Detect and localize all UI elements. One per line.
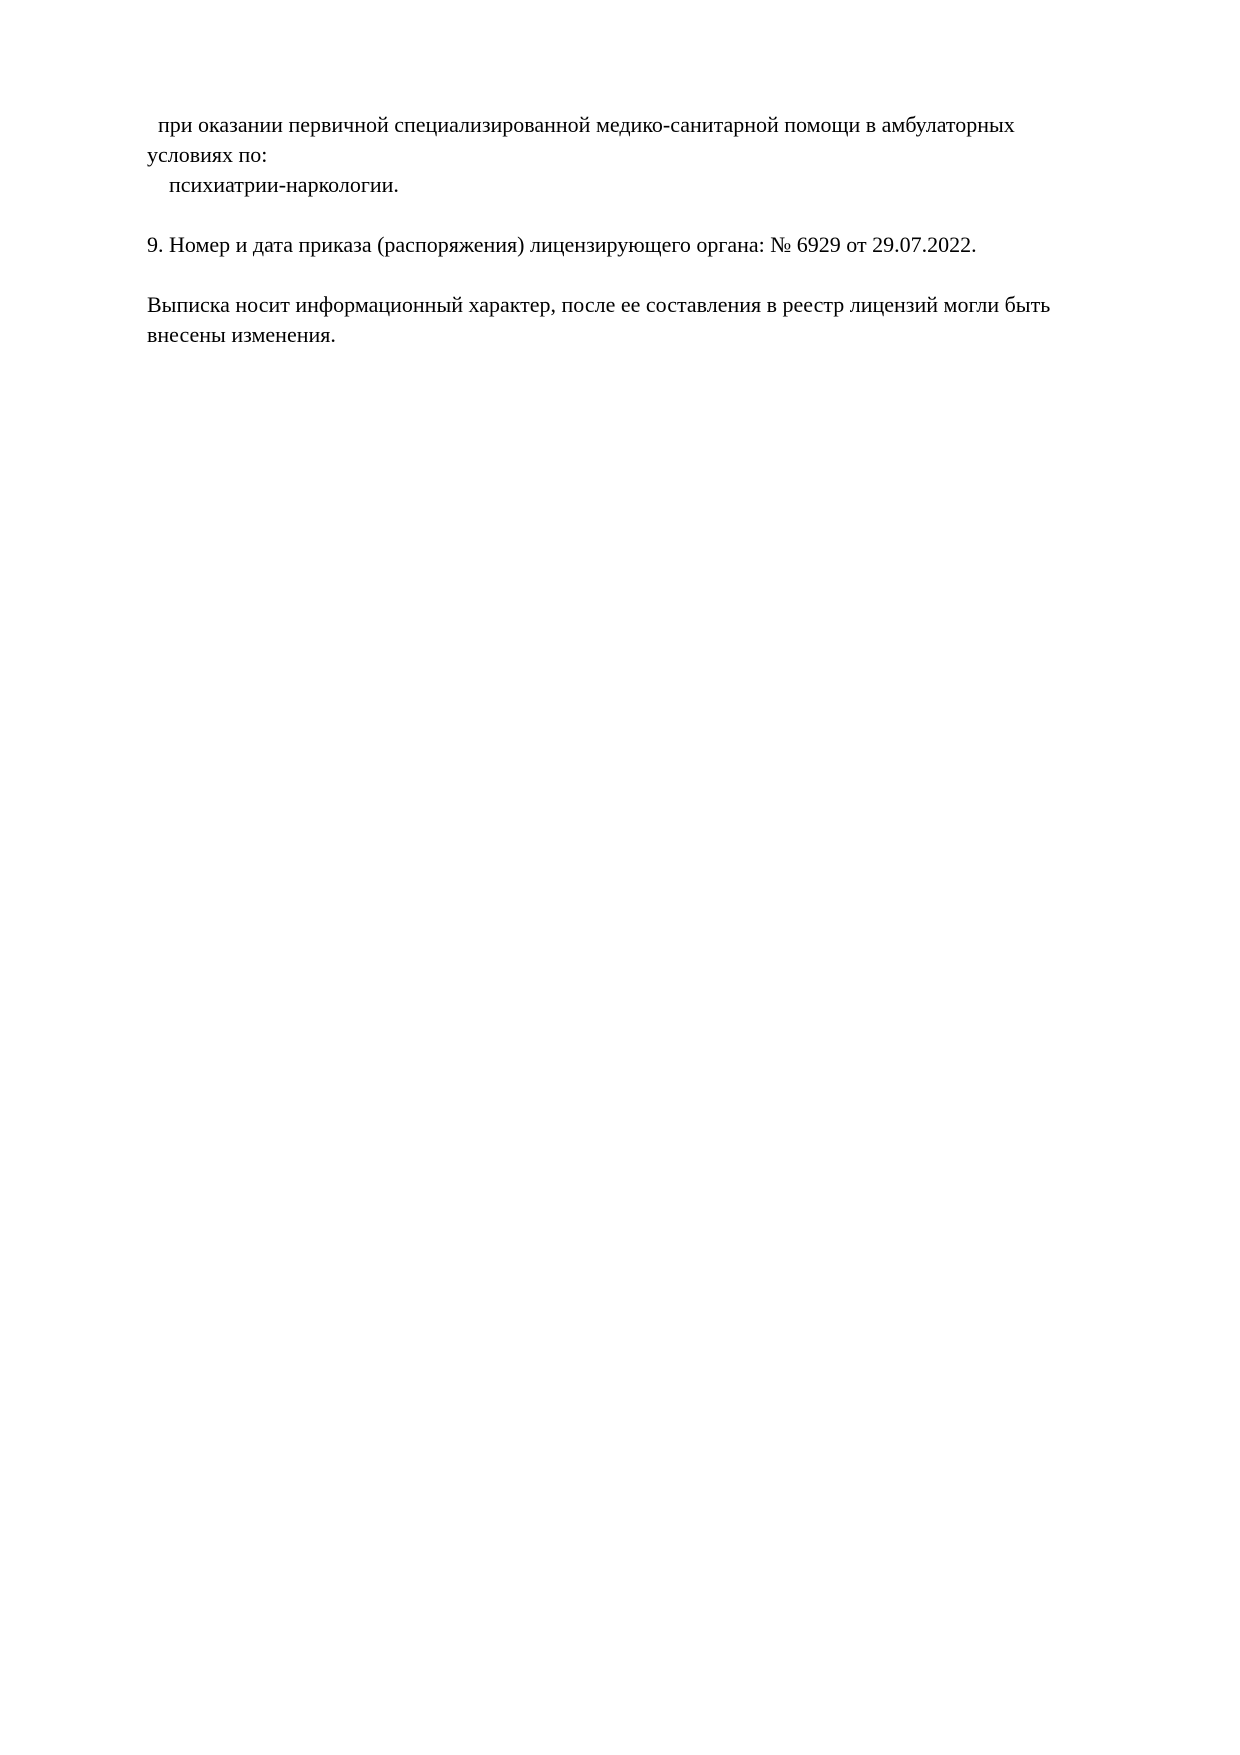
disclaimer-line-2: внесены изменения. bbox=[147, 322, 336, 347]
service-conditions-line-2: условиях по: bbox=[147, 142, 268, 167]
disclaimer-line-1: Выписка носит информационный характер, после ее составления в реестр лицензий могли быть bbox=[147, 292, 1051, 317]
paragraph-disclaimer bbox=[147, 290, 1143, 350]
service-conditions-line-3: психиатрии-наркологии. bbox=[147, 172, 399, 197]
paragraph-licensing-order bbox=[147, 230, 1143, 260]
paragraph-service-conditions bbox=[147, 110, 1143, 200]
licensing-order-line-1: 9. Номер и дата приказа (распоряжения) лицензирующего органа: № 6929 от 29.07.2022. bbox=[147, 232, 977, 257]
service-conditions-line-1: при оказании первичной специализированной медико-санитарной помощи в амбулаторных bbox=[147, 112, 1015, 137]
